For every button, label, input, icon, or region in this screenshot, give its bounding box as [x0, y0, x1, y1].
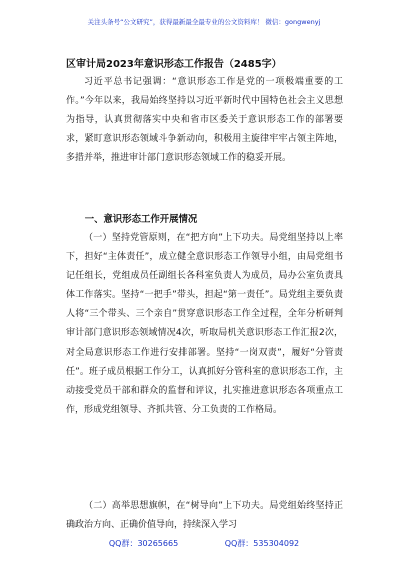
section-heading: 一、意识形态工作开展情况	[84, 214, 198, 225]
qq-group-2: QQ群：535304092	[224, 539, 300, 548]
promo-banner: 关注头条号“公文研究”，获得最新最全最专业的公文资料库！ 微信：gongwenyj	[87, 18, 321, 26]
section1-paragraph-1: （一）坚持党管原则，在“把方向”上下功夫。局党组坚持以上率下，担好“主体责任”，成立健全意识形态工作领导小组，由局党组书记任组长，党组成员任副组长各科室负责人为成员，局办公室负责具体工作落实。坚持“一把手”带头，担起“第一责任”。局党组主要负责人将“三个带头、三个亲自”贯穿意识形态工作全过程，全年分析研判审计部门意识形态领域情况4次，听取局机关意识形态工作汇报2次，对全局意识形态工作进行安排部署。坚持“一岗双责”，履好“分管责任”。班子成员根据工作分工，认真抓好分管科室的意识形态工作，主动接受党员干部和群众的监督和评议，扎实推进意识形态各项重点工作，形成党组领导、齐抓共管、分工负责的工作格局。	[66, 233, 343, 415]
intro-paragraph: 习近平总书记强调：“意识形态工作是党的一项极端重要的工作。”今年以来，我局始终坚持以习近平新时代中国特色社会主义思想为指导，认真贯彻落实中央和省市区委关于意识形态工作的部署要求，紧盯意识形态领域斗争新动向，积极用主旋律牢牢占领主阵地，多措并举，推进审计部门意识形态领域工作的稳妥开展。	[66, 77, 343, 164]
footer-qq-line	[0, 538, 408, 549]
document-title: 区审计局2023年意识形态工作报告（2485字）	[66, 59, 282, 70]
section1-paragraph-2: （二）高举思想旗帜，在“树导向”上下功夫。局党组始终坚持正确政治方向、正确价值导向，持续深入学习	[66, 501, 343, 531]
qq-group-1: QQ群：30265665	[108, 539, 179, 548]
